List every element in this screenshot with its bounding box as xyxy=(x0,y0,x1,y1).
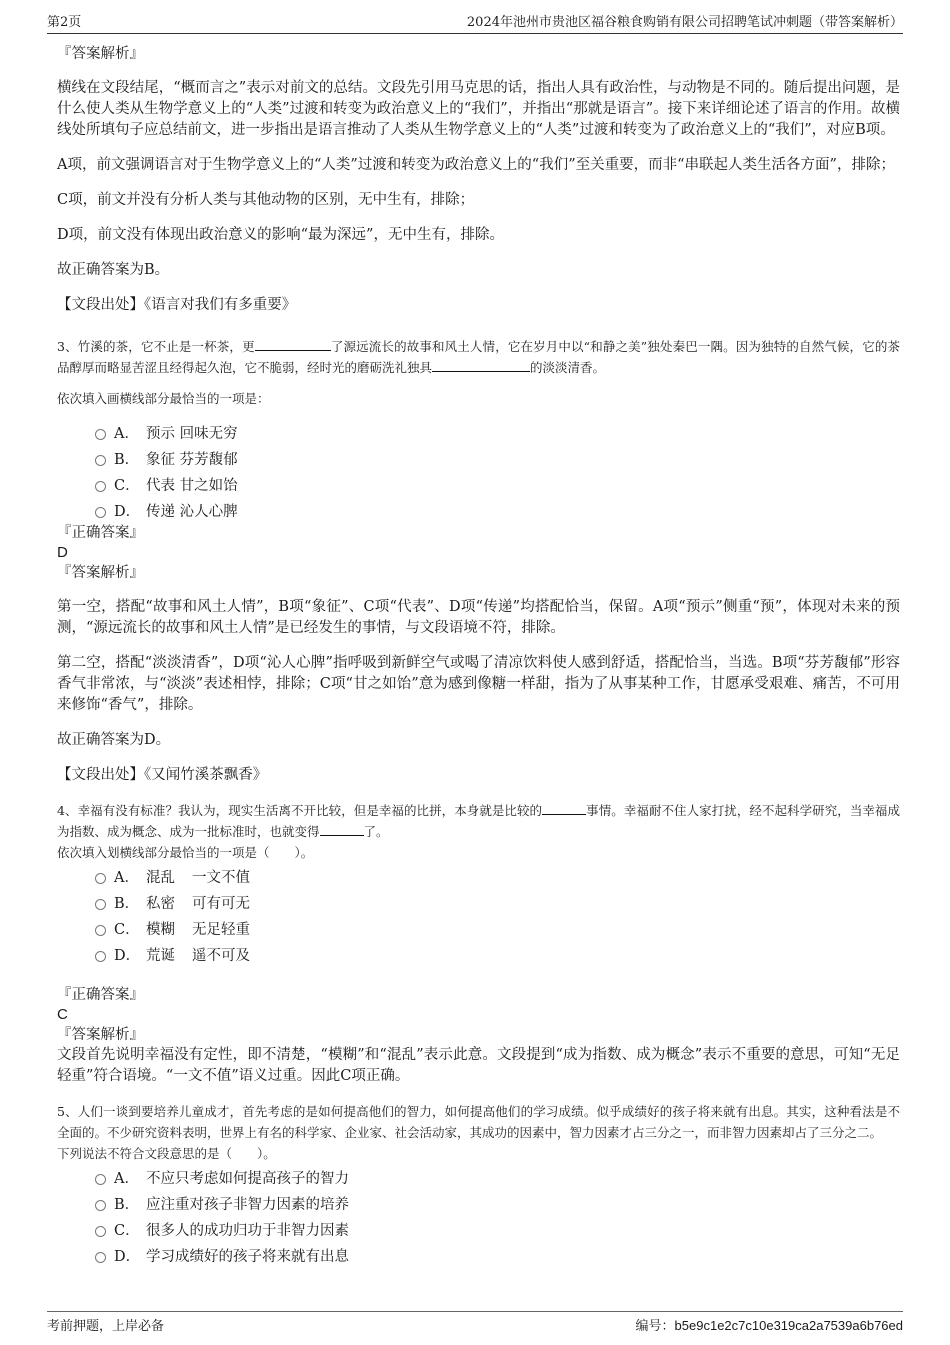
q3-prompt: 依次填入画横线部分最恰当的一项是： xyxy=(57,391,270,406)
q3-options xyxy=(95,419,900,523)
radio-icon[interactable] xyxy=(95,429,106,440)
q4-blank-2 xyxy=(320,835,364,836)
q5-option-d[interactable]: D． 学习成绩好的孩子将来就有出息 xyxy=(95,1242,900,1268)
radio-icon[interactable] xyxy=(95,925,106,936)
radio-icon[interactable] xyxy=(95,1252,106,1263)
q5-stem: 5、人们一谈到要培养儿童成才，首先考虑的是如何提高他们的智力，如何提高他们的学习成绩。似乎成绩好的孩子将来就有出息。其实，这种看法是不全面的。不少研究资料表明，世界上有名的科学家、企业家、社会活动家，其成功的因素中，智力因素才占三分之一，而非智力因素却占了三分之二。 xyxy=(57,1104,900,1140)
q3-option-b[interactable]: B． 象征 芬芳馥郁 xyxy=(95,445,900,471)
q4-option-c[interactable]: C． 模糊 无足轻重 xyxy=(95,915,900,941)
q5-option-a[interactable]: A． 不应只考虑如何提高孩子的智力 xyxy=(95,1164,900,1190)
q3-option-a[interactable]: A． 预示 回味无穷 xyxy=(95,419,900,445)
q4-prompt: 依次填入划横线部分最恰当的一项是（ ）。 xyxy=(57,845,314,860)
q3-analysis-p1: 第一空，搭配“故事和风土人情”，B项“象征”、C项“代表”、D项“传递”均搭配恰当，保留。A项“预示”侧重“预”，体现对未来的预测，“源远流长的故事和风土人情”是已经发生的事情，与文段语境不符，排除。 xyxy=(57,599,900,636)
q3-answer-conclusion: 故正确答案为D。 xyxy=(57,732,171,748)
q3-analysis-label: 『答案解析』 xyxy=(57,565,144,581)
radio-icon[interactable] xyxy=(95,1174,106,1185)
page-header xyxy=(47,8,903,34)
q4-options xyxy=(95,863,900,967)
q3-stem xyxy=(57,336,900,378)
q3-analysis-p2: 第二空，搭配“淡淡清香”，D项“沁人心脾”指呼吸到新鲜空气或喝了清凉饮料使人感到舒适，搭配恰当，当选。B项“芬芳馥郁”形容香气非常浓，与“淡淡”表述相悖，排除；C项“甘之如饴”意为感到像糖一样甜，指为了从事某种工作，甘愿承受艰难、痛苦，不可用来修饰“香气”，排除。 xyxy=(57,655,900,713)
q3-blank-2 xyxy=(432,371,530,372)
q4-option-a[interactable]: A． 混乱 一文不值 xyxy=(95,863,900,889)
radio-icon[interactable] xyxy=(95,899,106,910)
radio-icon[interactable] xyxy=(95,455,106,466)
radio-icon[interactable] xyxy=(95,481,106,492)
q3-option-c[interactable]: C． 代表 甘之如饴 xyxy=(95,471,900,497)
page-footer xyxy=(47,1311,903,1337)
q5-option-b[interactable]: B． 应注重对孩子非智力因素的培养 xyxy=(95,1190,900,1216)
q2-source: 【文段出处】《语言对我们有多重要》 xyxy=(57,297,297,313)
q4-answer-label: 『正确答案』 xyxy=(57,987,144,1003)
q3-option-d[interactable]: D． 传递 沁人心脾 xyxy=(95,497,900,523)
q2-analysis-p2: A项，前文强调语言对于生物学意义上的“人类”过渡和转变为政治意义上的“我们”至关重要，而非“串联起人类生活各方面”，排除； xyxy=(57,157,895,173)
q4-answer: C xyxy=(57,1006,68,1023)
document-id: 编号：b5e9c1e2c7c10e319ca2a7539a6b76ed xyxy=(635,1318,903,1334)
q4-blank-1 xyxy=(542,814,586,815)
q4-analysis-label: 『答案解析』 xyxy=(57,1027,144,1043)
q3-answer: D xyxy=(57,544,68,561)
q3-stem-a: 3、竹溪的茶，它不止是一杯茶，更 xyxy=(57,339,255,354)
q3-stem-b: 了源远流长的故事和风土人情，它在岁月中以“和静之美”独处秦巴一隅。因为独特的自然气候，它的茶品醇厚而略显苦涩且经得起久泡，它不脆弱，经时光的磨砺洗礼独具 xyxy=(57,339,900,375)
document-title: 2024年池州市贵池区福谷粮食购销有限公司招聘笔试冲刺题（带答案解析） xyxy=(466,15,903,30)
q2-analysis-p4: D项，前文没有体现出政治意义的影响“最为深远”，无中生有，排除。 xyxy=(57,227,504,243)
q4-analysis-p1: 文段首先说明幸福没有定性，即不清楚，“模糊”和“混乱”表示此意。文段提到“成为指数、成为概念”表示不重要的意思，可知“无足轻重”符合语境。“一文不值”语义过重。因此C项正确。 xyxy=(57,1047,900,1084)
radio-icon[interactable] xyxy=(95,1200,106,1211)
q3-stem-c: 的淡淡清香。 xyxy=(530,360,606,375)
radio-icon[interactable] xyxy=(95,1226,106,1237)
radio-icon[interactable] xyxy=(95,951,106,962)
q4-option-b[interactable]: B． 私密 可有可无 xyxy=(95,889,900,915)
q3-answer-label: 『正确答案』 xyxy=(57,525,144,541)
q5-options xyxy=(95,1164,900,1268)
q3-blank-1 xyxy=(255,350,331,351)
q5-prompt: 下列说法不符合文段意思的是（ ）。 xyxy=(57,1146,276,1161)
q4-option-d[interactable]: D． 荒诞 遥不可及 xyxy=(95,941,900,967)
q2-analysis-p1: 横线在文段结尾，“概而言之”表示对前文的总结。文段先引用马克思的话，指出人具有政治性，与动物是不同的。随后提出问题，是什么使人类从生物学意义上的“人类”过渡和转变为政治意义上的“我们”，并指出“那就是语言”。接下来详细论述了语言的作用。故横线处所填句子应总结前文，进一步指出是语言推动了人类从生物学意义上的“人类”过渡和转变为了政治意义上的“我们”，对应B项。 xyxy=(57,80,900,138)
q3-source: 【文段出处】《又闻竹溪茶飘香》 xyxy=(57,767,268,783)
q2-answer-conclusion: 故正确答案为B。 xyxy=(57,262,170,278)
radio-icon[interactable] xyxy=(95,873,106,884)
page-number: 第2页 xyxy=(47,15,82,30)
q2-analysis-label: 『答案解析』 xyxy=(57,46,144,62)
q5-option-c[interactable]: C． 很多人的成功归功于非智力因素 xyxy=(95,1216,900,1242)
q2-analysis-p3: C项，前文并没有分析人类与其他动物的区别，无中生有，排除； xyxy=(57,192,475,208)
footer-slogan: 考前押题，上岸必备 xyxy=(47,1319,165,1334)
document-body xyxy=(57,44,900,1268)
radio-icon[interactable] xyxy=(95,507,106,518)
q4-stem: 4、幸福有没有标准？我认为，现实生活离不开比较，但是幸福的比拼，本身就是比较的 事情。幸福耐不住人家打扰，经不起科学研究，当幸福成为指数、成为概念、成为一批标准时，也就变得 了。 xyxy=(57,803,900,839)
